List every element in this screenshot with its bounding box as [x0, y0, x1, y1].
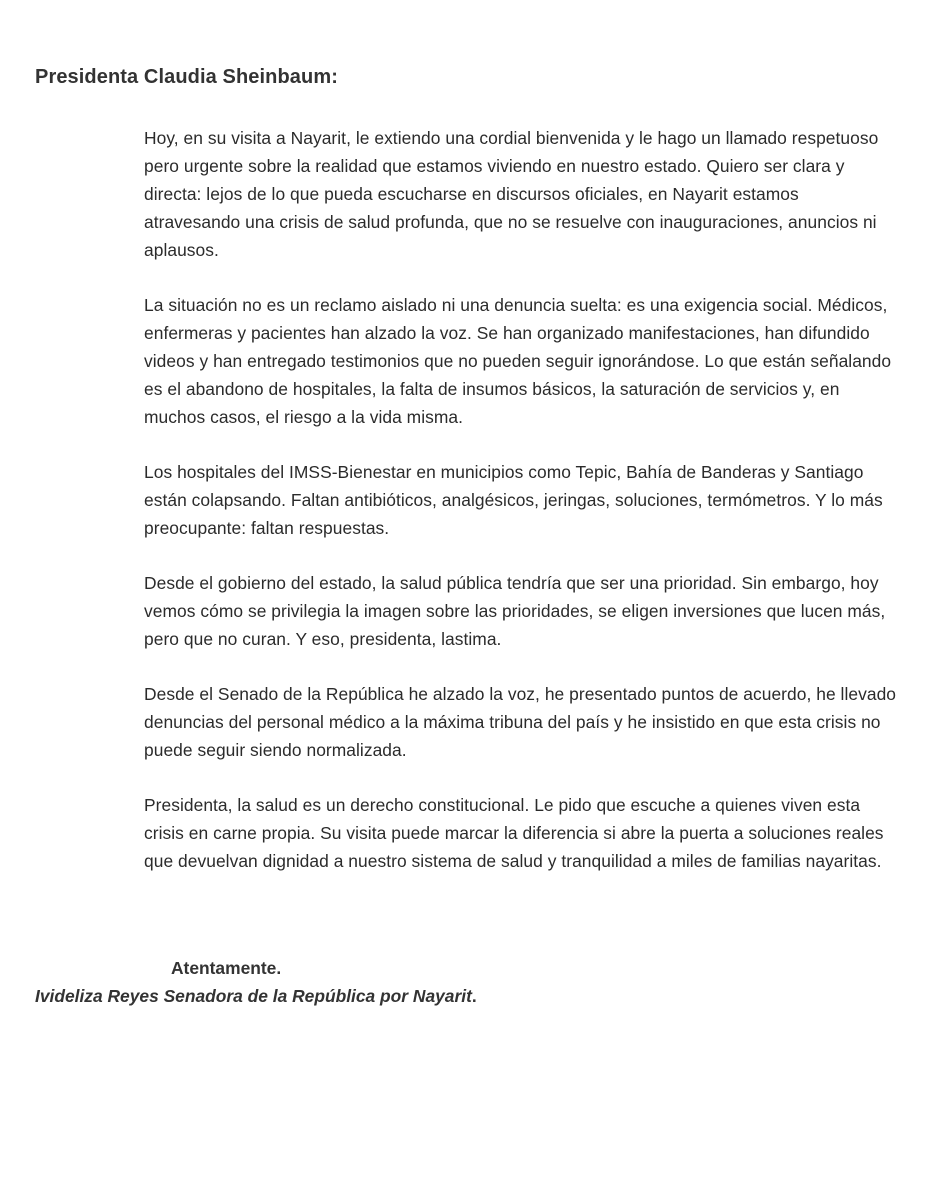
letter-paragraph: Los hospitales del IMSS-Bienestar en municipios como Tepic, Bahía de Banderas y Santiago están colapsando. Faltan antibióticos, analgésicos, jeringas, soluciones, termómetros. Y lo más preocupante: faltan respuestas.: [144, 462, 883, 538]
signature-text: Ivideliza Reyes Senadora de la República por Nayarit: [35, 986, 472, 1006]
letter-signature: [35, 986, 477, 1007]
letter-paragraph: Desde el Senado de la República he alzado la voz, he presentado puntos de acuerdo, he llevado denuncias del personal médico a la máxima tribuna del país y he insistido en que esta crisis no puede seguir siendo normalizada.: [144, 684, 897, 760]
letter-paragraph: Presidenta, la salud es un derecho constitucional. Le pido que escuche a quienes viven esta crisis en carne propia. Su visita puede marcar la diferencia si abre la puerta a soluciones reales que devuelvan dignidad a nuestro sistema de salud y tranquilidad a miles de familias nayaritas.: [144, 795, 884, 871]
letter-paragraph: La situación no es un reclamo aislado ni una denuncia suelta: es una exigencia social. Médicos, enfermeras y pacientes han alzado la voz. Se han organizado manifestaciones, han difundido videos y han entregado testimonios que no pueden seguir ignorándose. Lo que están señalando es el abandono de hospitales, la falta de insumos básicos, la saturación de servicios y, en muchos casos, el riesgo a la vida misma.: [144, 295, 892, 427]
letter-paragraph: Desde el gobierno del estado, la salud pública tendría que ser una prioridad. Sin embargo, hoy vemos cómo se privilegia la imagen sobre las prioridades, se eligen inversiones que lucen más, pero que no curan. Y eso, presidenta, lastima.: [144, 573, 886, 649]
letter-salutation: Presidenta Claudia Sheinbaum:: [35, 66, 338, 88]
letter-paragraph: Hoy, en su visita a Nayarit, le extiendo una cordial bienvenida y le hago un llamado respetuoso pero urgente sobre la realidad que estamos viviendo en nuestro estado. Quiero ser clara y directa: lejos de lo que pueda escucharse en discursos oficiales, en Nayarit estamos atravesando una crisis de salud profunda, que no se resuelve con inauguraciones, anuncios ni aplausos.: [144, 128, 879, 260]
letter-body: [144, 124, 896, 902]
letter-closing: Atentamente.: [171, 958, 282, 978]
signature-period: .: [471, 986, 477, 1006]
